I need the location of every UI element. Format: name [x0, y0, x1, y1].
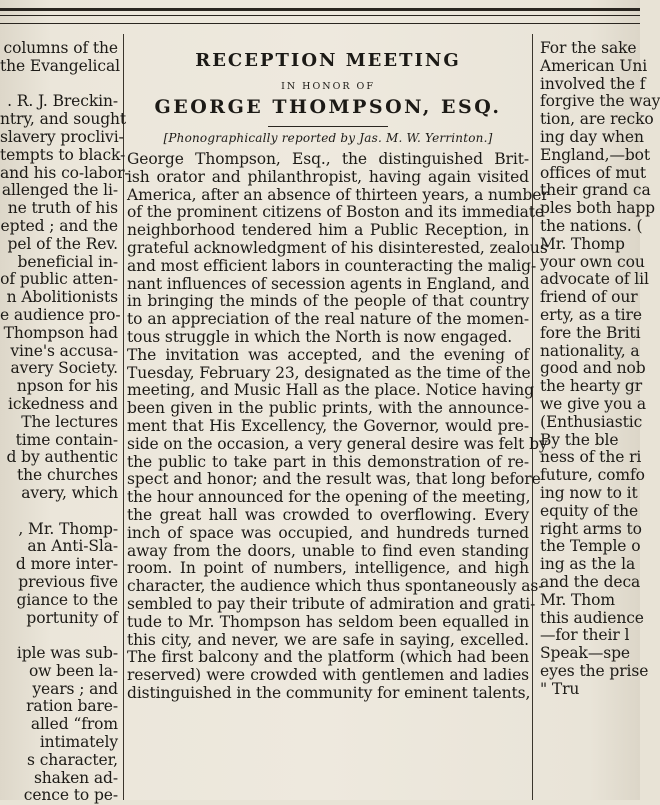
left-column-line: tempts to black- — [0, 145, 126, 164]
right-column-line: ples both happ — [540, 199, 655, 218]
right-column-line: the hearty gr — [540, 377, 643, 396]
article-line: the hour announced for the opening of the meeting, — [127, 488, 531, 507]
right-column-line: ing day when — [540, 127, 644, 146]
right-column-line: we give you a — [540, 394, 647, 413]
article-line: distinguished in the community for eminent talents, — [127, 683, 531, 702]
left-column-line: portunity of — [26, 608, 118, 627]
left-column-line: shaken ad- — [33, 768, 118, 787]
right-column-line: and the deca — [540, 572, 641, 591]
left-column-line: The lectures — [21, 412, 118, 431]
article-line: George Thompson, Esq., the distinguished Brit- — [127, 150, 529, 168]
right-column-line: Mr. Thomp — [540, 234, 625, 253]
masthead-rule — [0, 8, 640, 24]
article-line: character, the audience which thus spontaneously as- — [127, 577, 544, 596]
article-line: been given in the public prints, with the announce- — [127, 399, 529, 418]
article-line: in bringing the minds of the people of that country — [127, 292, 529, 311]
right-column-line: friend of our — [540, 288, 638, 307]
right-column-line: nationality, a — [540, 341, 640, 360]
header-divider — [268, 126, 388, 127]
left-column-line: iple was sub- — [16, 644, 118, 663]
article-line: nant influences of secession agents in England, and — [127, 274, 530, 293]
left-column-line: the churches — [17, 466, 118, 485]
article-title: RECEPTION MEETING — [195, 50, 461, 71]
left-column-line: slavery proclivi- — [0, 127, 124, 146]
right-column-line: involved the f — [540, 74, 646, 93]
article-line: sembled to pay their tribute of admiration and grati- — [127, 594, 536, 613]
article-line: room. In point of numbers, intelligence, and high — [127, 559, 529, 578]
right-column-line: ing now to it — [540, 483, 638, 502]
left-column-line: years ; and — [32, 679, 118, 698]
right-column-line: ing as the la — [540, 555, 636, 574]
right-column-line: right arms to — [540, 519, 642, 538]
right-column-line: Mr. Thom — [540, 590, 615, 609]
article-line: inch of space was occupied, and hundreds turned — [127, 523, 529, 542]
left-column-line: d more inter- — [15, 555, 118, 574]
right-column-line: ness of the ri — [540, 448, 642, 467]
article-line: reserved) were crowded with gentlemen and ladies — [127, 666, 529, 685]
left-column-line: the Evangelical — [0, 56, 120, 75]
article-line: and most efficient labors in counteracting the malig- — [127, 256, 537, 275]
left-column-line — [0, 627, 120, 645]
right-column-line: For the sake — [540, 39, 637, 57]
article-line: grateful acknowledgment of his disinterested, zealous — [127, 238, 548, 257]
left-column-line: npson for his — [16, 377, 118, 396]
right-column-line: fore the Briti — [540, 323, 641, 342]
article-line: away from the doors, unable to find even standing — [127, 541, 529, 560]
right-column-line: the Temple o — [540, 537, 641, 556]
article-line: neighborhood tendered him a Public Reception, in — [127, 221, 529, 240]
article-line: of the prominent citizens of Boston and its immediate — [127, 203, 544, 222]
article-line: The first balcony and the platform (which had been — [127, 648, 529, 667]
right-column-line: Speak—spe — [540, 644, 630, 663]
article-line: Tuesday, February 23, designated as the time of the — [127, 363, 531, 382]
article-line: The invitation was accepted, and the evening of — [127, 345, 529, 364]
left-column-line — [0, 503, 120, 521]
article-line: the public to take part in this demonstration of re- — [127, 452, 529, 471]
right-column-line: erty, as a tire — [540, 305, 642, 324]
left-column-line: avery, which — [21, 483, 118, 502]
left-column-line: previous five — [18, 572, 118, 591]
left-column-line: vine's accusa- — [10, 341, 118, 360]
left-column-line: intimately — [39, 733, 118, 752]
left-column-line: . R. J. Breckin- — [7, 92, 118, 111]
left-column-line: an Anti-Sla- — [27, 537, 118, 556]
right-column-line: the nations. ( — [540, 216, 643, 235]
left-column-line: pel of the Rev. — [7, 234, 118, 253]
article-column — [127, 40, 549, 800]
article-byline: [Phonographically reported by Jas. M. W. Yerrinton.] — [163, 131, 493, 145]
left-column-line: ntry, and sought — [0, 110, 127, 129]
right-column-line: future, comfo — [540, 466, 645, 485]
left-column-line: s character, — [27, 750, 118, 769]
article-line: meeting, and Music Hall as the place. Notice having — [127, 381, 534, 400]
left-column-line: epted ; and the — [0, 216, 118, 235]
article-line: to an appreciation of the real nature of the momen- — [127, 310, 529, 329]
left-column-line: avery Society. — [10, 359, 118, 378]
article-line: side on the occasion, a very general desire was felt by — [127, 434, 548, 453]
right-column-line: their grand ca — [540, 181, 651, 200]
right-column-line: tion, are recko — [540, 110, 654, 129]
article-line: this city, and never, we are safe in saying, excelled. — [127, 630, 529, 649]
right-column-line: (Enthusiastic — [540, 412, 643, 431]
left-column-line: n Abolitionists — [6, 288, 118, 307]
left-column-line: ow been la- — [28, 661, 118, 680]
left-column-line: Thompson had — [3, 323, 118, 342]
right-column-line: advocate of lil — [540, 270, 649, 289]
left-column-line: giance to the — [16, 590, 118, 609]
right-column-line: eyes the prise — [540, 661, 649, 680]
right-column-line: " Tru — [540, 679, 580, 698]
column-rule-right — [532, 34, 533, 800]
right-column-line: American Uni — [540, 56, 648, 75]
left-column-line: cence to pe- — [23, 786, 118, 805]
right-column-line: forgive the way — [540, 92, 660, 111]
left-column-line: alled “from — [30, 715, 118, 734]
left-column-line: d by authentic — [6, 448, 118, 467]
article-line: tous struggle in which the North is now engaged. — [127, 327, 513, 346]
right-column-line: —for their l — [540, 626, 630, 645]
left-column-line: ration bare- — [26, 697, 118, 716]
article-line: tude to Mr. Thompson has seldom been equalled in — [127, 612, 529, 631]
left-column-line: time contain- — [15, 430, 118, 449]
left-column-line: columns of the — [3, 39, 118, 57]
article-line: America, after an absence of thirteen years, a number — [127, 185, 549, 204]
article-header — [127, 50, 529, 145]
left-column-line: e audience pro- — [0, 305, 121, 324]
right-column-line: good and nob — [540, 359, 646, 378]
article-subtitle: IN HONOR OF — [281, 81, 375, 92]
right-column-line: By the ble — [540, 430, 619, 449]
left-column-line — [0, 76, 120, 94]
left-column — [0, 39, 130, 805]
article-subject: GEORGE THOMPSON, ESQ. — [154, 96, 502, 118]
right-column-line: this audience — [540, 608, 644, 627]
right-column-line: equity of the — [540, 501, 639, 520]
right-column-line: England,—bot — [540, 145, 651, 164]
article-line: ish orator and philanthropist, having again visited — [127, 167, 529, 186]
left-column-line: and his co-labor- — [0, 163, 130, 182]
article-line: the great hall was crowded to overflowing. Every — [127, 505, 529, 524]
left-column-line: , Mr. Thomp- — [18, 519, 118, 538]
article-line: spect and honor; and the result was, that long before — [127, 470, 541, 489]
right-column-line: your own cou — [540, 252, 645, 271]
right-column-line: offices of mut — [540, 163, 647, 182]
left-column-line: allenged the li- — [1, 181, 118, 200]
left-column-line: ne truth of his — [7, 199, 118, 218]
left-column-line: ickedness and — [8, 394, 118, 413]
right-column — [536, 39, 660, 800]
article-line: ment that His Excellency, the Governor, would pre- — [127, 416, 529, 435]
article-body — [127, 150, 549, 703]
left-column-line: beneficial in- — [17, 252, 118, 271]
left-column-line: of public atten- — [0, 270, 118, 289]
